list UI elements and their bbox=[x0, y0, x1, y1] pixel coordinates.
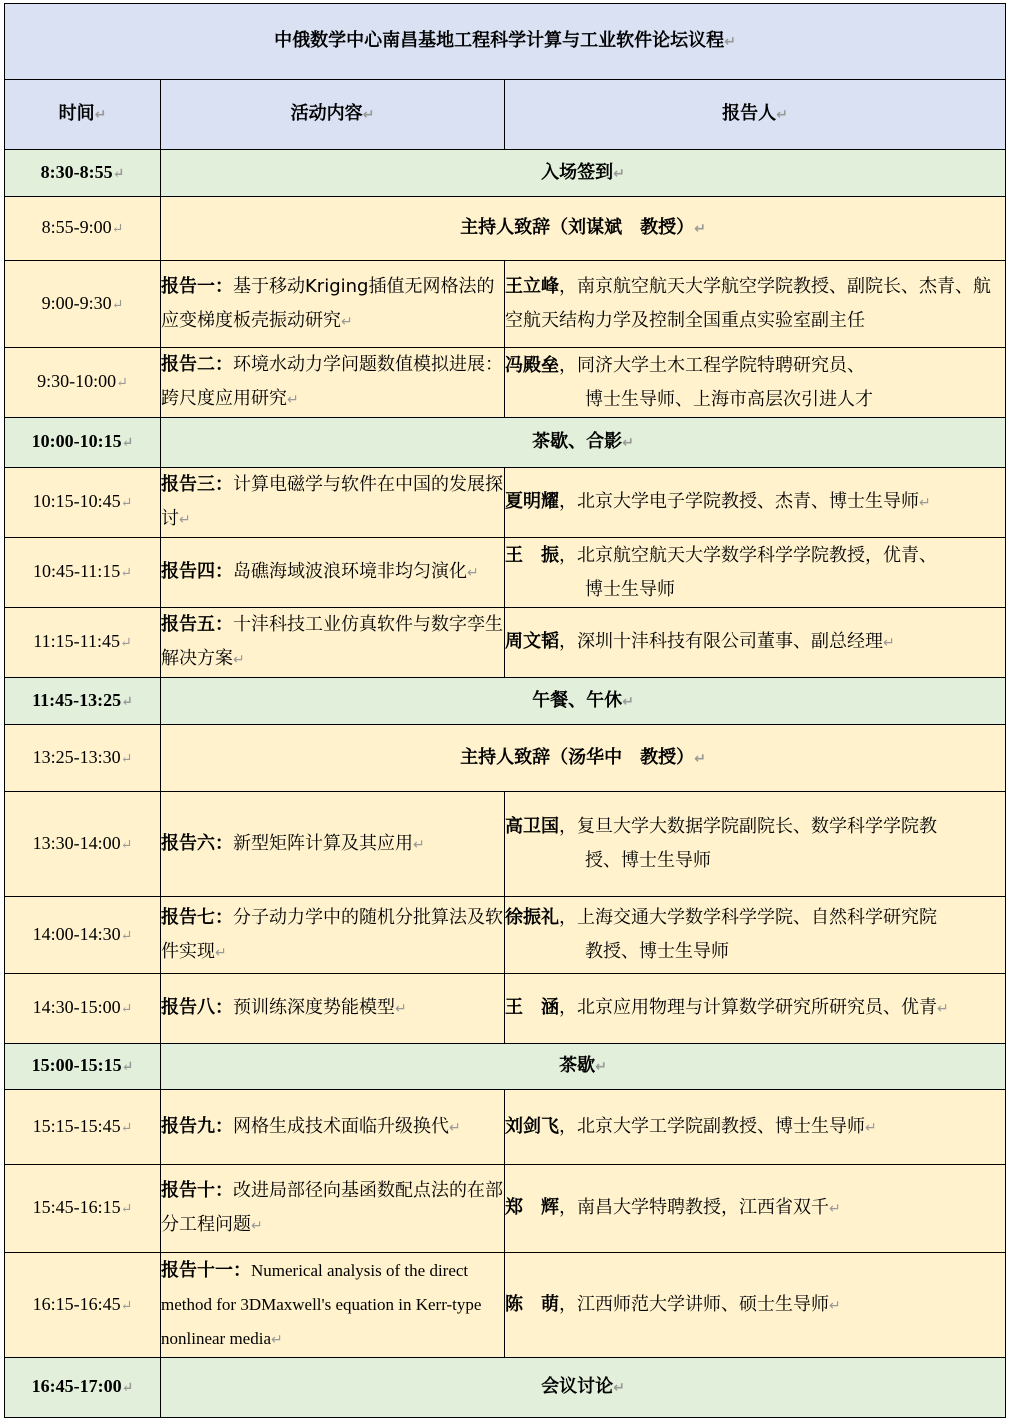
return-arrow-icon: ↵ bbox=[919, 495, 931, 511]
time-cell bbox=[5, 538, 161, 608]
speaker-affiliation-cont: 博士生导师、上海市高层次引进人才 bbox=[585, 388, 873, 410]
talk-number: 报告六： bbox=[161, 832, 233, 854]
agenda-row bbox=[5, 261, 1006, 348]
return-arrow-icon: ↵ bbox=[233, 652, 245, 668]
speaker-cell bbox=[505, 348, 1006, 418]
time-label: 15:00-15:15 bbox=[31, 1055, 122, 1075]
talk-topic: 新型矩阵计算及其应用 bbox=[233, 832, 413, 854]
topic-cell bbox=[161, 261, 505, 348]
topic-cell bbox=[161, 1165, 505, 1253]
agenda-row bbox=[5, 197, 1006, 261]
header-speaker bbox=[505, 80, 1006, 150]
time-label: 9:00-9:30 bbox=[41, 292, 112, 313]
topic-cell bbox=[161, 897, 505, 974]
topic-cell bbox=[161, 1090, 505, 1165]
time-label: 10:15-10:45 bbox=[32, 491, 121, 511]
time-cell bbox=[5, 792, 161, 897]
speaker-name: 王立峰 bbox=[505, 276, 559, 297]
time-label: 13:30-14:00 bbox=[32, 832, 121, 853]
return-arrow-icon: ↵ bbox=[776, 107, 788, 123]
break-cell bbox=[161, 1358, 1006, 1418]
agenda-row bbox=[5, 1358, 1006, 1418]
return-arrow-icon: ↵ bbox=[694, 750, 706, 767]
return-arrow-icon: ↵ bbox=[119, 636, 132, 651]
speaker-name: 高卫国 bbox=[505, 816, 559, 837]
return-arrow-icon: ↵ bbox=[94, 107, 107, 123]
host-cell bbox=[161, 197, 1006, 261]
time-label: 8:55-9:00 bbox=[41, 217, 112, 237]
return-arrow-icon: ↵ bbox=[215, 944, 227, 961]
return-arrow-icon: ↵ bbox=[694, 221, 706, 237]
header-time bbox=[5, 80, 161, 150]
return-arrow-icon: ↵ bbox=[395, 1001, 407, 1017]
time-cell bbox=[5, 1358, 161, 1418]
speaker-affiliation: ，南昌大学特聘教授，江西省双千 bbox=[559, 1197, 829, 1218]
time-cell bbox=[5, 1165, 161, 1253]
talk-topic: 计算电磁学与软件在中国的发展探讨 bbox=[161, 474, 503, 529]
speaker-affiliation-cont: 教授、博士生导师 bbox=[585, 941, 729, 962]
talk-number: 报告一： bbox=[161, 275, 233, 297]
time-cell bbox=[5, 197, 161, 261]
agenda-row bbox=[5, 678, 1006, 725]
talk-number: 报告三： bbox=[161, 474, 233, 495]
agenda-row bbox=[5, 1090, 1006, 1165]
agenda-row bbox=[5, 1253, 1006, 1358]
return-arrow-icon: ↵ bbox=[622, 693, 634, 710]
speaker-cell bbox=[505, 1253, 1006, 1358]
break-label: 午餐、午休 bbox=[532, 689, 623, 711]
return-arrow-icon: ↵ bbox=[121, 694, 133, 710]
time-cell bbox=[5, 150, 161, 197]
time-cell bbox=[5, 897, 161, 974]
talk-number: 报告二： bbox=[161, 354, 233, 375]
topic-cell bbox=[161, 1253, 505, 1358]
return-arrow-icon: ↵ bbox=[179, 512, 191, 528]
return-arrow-icon: ↵ bbox=[120, 566, 133, 581]
return-arrow-icon: ↵ bbox=[622, 435, 634, 451]
time-label: 15:45-16:15 bbox=[32, 1197, 121, 1217]
return-arrow-icon: ↵ bbox=[937, 1001, 949, 1017]
return-arrow-icon: ↵ bbox=[865, 1119, 877, 1136]
talk-number: 报告十： bbox=[161, 1180, 233, 1201]
time-cell bbox=[5, 725, 161, 792]
speaker-cell bbox=[505, 468, 1006, 538]
time-label: 9:30-10:00 bbox=[37, 371, 117, 391]
time-label: 14:00-14:30 bbox=[32, 923, 121, 944]
speaker-name: 王 振 bbox=[505, 544, 559, 566]
talk-topic: 预训练深度势能模型 bbox=[233, 997, 395, 1018]
agenda-row bbox=[5, 348, 1006, 418]
speaker-cell bbox=[505, 897, 1006, 974]
return-arrow-icon: ↵ bbox=[120, 928, 133, 944]
time-cell bbox=[5, 468, 161, 538]
time-cell bbox=[5, 348, 161, 418]
time-cell bbox=[5, 418, 161, 468]
agenda-row bbox=[5, 1044, 1006, 1090]
time-label: 14:30-15:00 bbox=[32, 997, 121, 1017]
speaker-affiliation: ，深圳十沣科技有限公司董事、副总经理 bbox=[559, 631, 883, 652]
return-arrow-icon: ↵ bbox=[111, 222, 124, 237]
speaker-cell bbox=[505, 1165, 1006, 1253]
talk-topic: 岛礁海域波浪环境非均匀演化 bbox=[233, 561, 467, 582]
return-arrow-icon: ↵ bbox=[120, 1120, 133, 1136]
time-label: 11:15-11:45 bbox=[33, 631, 120, 651]
talk-topic: 基于移动Kriging插值无网格法的应变梯度板壳振动研究 bbox=[161, 275, 495, 331]
speaker-affiliation: ，南京航空航天大学航空学院教授、副院长、杰 bbox=[559, 276, 937, 297]
time-cell bbox=[5, 1090, 161, 1165]
talk-number: 报告七： bbox=[161, 906, 233, 928]
talk-topic: Numerical analysis of the direct method for 3DMaxwell's equation in Kerr-type nonlinear media bbox=[161, 1260, 482, 1348]
time-label: 8:30-8:55 bbox=[40, 161, 113, 182]
header-row bbox=[5, 80, 1006, 150]
break-label: 入场签到 bbox=[541, 161, 614, 183]
return-arrow-icon: ↵ bbox=[251, 1218, 263, 1234]
header-content bbox=[161, 80, 505, 150]
topic-cell bbox=[161, 608, 505, 678]
header-time-label: 时间 bbox=[58, 103, 95, 124]
speaker-affiliation: ，上海交通大学数学科学学院、自然科学研究院 bbox=[559, 907, 937, 928]
time-label: 15:15-15:45 bbox=[32, 1115, 121, 1136]
return-arrow-icon: ↵ bbox=[120, 751, 133, 767]
host-label: 主持人致辞（刘谋斌 教授） bbox=[460, 217, 695, 238]
return-arrow-icon: ↵ bbox=[120, 1002, 133, 1017]
talk-number: 报告十一： bbox=[161, 1259, 251, 1281]
time-cell bbox=[5, 261, 161, 348]
return-arrow-icon: ↵ bbox=[724, 34, 736, 50]
speaker-cell bbox=[505, 261, 1006, 348]
break-cell bbox=[161, 418, 1006, 468]
return-arrow-icon: ↵ bbox=[271, 1331, 283, 1348]
time-cell bbox=[5, 678, 161, 725]
talk-number: 报告八： bbox=[161, 997, 233, 1018]
agenda-row bbox=[5, 608, 1006, 678]
return-arrow-icon: ↵ bbox=[413, 836, 425, 853]
agenda-row bbox=[5, 468, 1006, 538]
return-arrow-icon: ↵ bbox=[829, 1201, 841, 1217]
break-cell bbox=[161, 1044, 1006, 1090]
agenda-row bbox=[5, 538, 1006, 608]
speaker-name: 陈 萌 bbox=[505, 1293, 559, 1315]
return-arrow-icon: ↵ bbox=[287, 392, 299, 408]
speaker-cell bbox=[505, 974, 1006, 1044]
return-arrow-icon: ↵ bbox=[111, 297, 124, 313]
time-label: 13:25-13:30 bbox=[32, 746, 121, 767]
speaker-affiliation: ，复旦大学大数据学院副院长、数学科学学院教 bbox=[559, 816, 937, 837]
speaker-affiliation: ，北京大学电子学院教授、杰青、博士生导师 bbox=[559, 491, 919, 512]
return-arrow-icon: ↵ bbox=[883, 635, 895, 651]
time-cell bbox=[5, 608, 161, 678]
speaker-name: 郑 辉 bbox=[505, 1197, 559, 1218]
time-label: 16:15-16:45 bbox=[32, 1293, 121, 1314]
speaker-affiliation-cont: 授、博士生导师 bbox=[585, 850, 711, 871]
title-row bbox=[5, 4, 1006, 80]
topic-cell bbox=[161, 468, 505, 538]
return-arrow-icon: ↵ bbox=[467, 565, 479, 581]
return-arrow-icon: ↵ bbox=[120, 1298, 133, 1314]
header-speaker-label: 报告人 bbox=[722, 103, 777, 124]
return-arrow-icon: ↵ bbox=[121, 436, 134, 451]
time-cell bbox=[5, 1253, 161, 1358]
speaker-name: 王 涵 bbox=[505, 997, 559, 1018]
header-content-label: 活动内容 bbox=[290, 103, 363, 124]
return-arrow-icon: ↵ bbox=[613, 165, 625, 182]
speaker-affiliation-cont: 青、航空航天结构力学及控制全国重点实验室副主任 bbox=[505, 276, 991, 331]
talk-topic: 改进局部径向基函数配点法的在部分工程问题 bbox=[161, 1180, 503, 1235]
topic-cell bbox=[161, 792, 505, 897]
return-arrow-icon: ↵ bbox=[449, 1119, 461, 1136]
talk-number: 报告九： bbox=[161, 1115, 233, 1137]
agenda-row bbox=[5, 1165, 1006, 1253]
agenda-row bbox=[5, 974, 1006, 1044]
return-arrow-icon: ↵ bbox=[112, 166, 125, 182]
speaker-affiliation: ，北京航空航天大学数学科学学院教授，优青、 bbox=[559, 544, 937, 566]
speaker-affiliation-cont: 博士生导师 bbox=[585, 578, 675, 600]
return-arrow-icon: ↵ bbox=[362, 107, 375, 123]
topic-cell bbox=[161, 348, 505, 418]
speaker-affiliation: ，同济大学土木工程学院特聘研究员、 bbox=[559, 354, 865, 376]
agenda-row bbox=[5, 792, 1006, 897]
agenda-row bbox=[5, 897, 1006, 974]
agenda-row bbox=[5, 150, 1006, 197]
break-label: 茶歇 bbox=[559, 1055, 596, 1076]
time-label: 11:45-13:25 bbox=[32, 689, 122, 710]
talk-topic: 分子动力学中的随机分批算法及软件实现 bbox=[161, 906, 503, 962]
agenda-table bbox=[4, 3, 1006, 1418]
speaker-affiliation: ，北京应用物理与计算数学研究所研究员、优青 bbox=[559, 997, 937, 1018]
speaker-affiliation: ，江西师范大学讲师、硕士生导师 bbox=[559, 1293, 829, 1315]
speaker-name: 夏明耀 bbox=[505, 491, 559, 512]
speaker-name: 周文韬 bbox=[505, 631, 559, 652]
time-cell bbox=[5, 1044, 161, 1090]
return-arrow-icon: ↵ bbox=[121, 1381, 134, 1396]
speaker-name: 冯殿垒 bbox=[505, 354, 559, 376]
time-label: 10:45-11:15 bbox=[32, 561, 121, 581]
talk-number: 报告四： bbox=[161, 561, 233, 582]
return-arrow-icon: ↵ bbox=[829, 1297, 841, 1314]
agenda-row bbox=[5, 418, 1006, 468]
return-arrow-icon: ↵ bbox=[613, 1380, 625, 1396]
agenda-row bbox=[5, 725, 1006, 792]
speaker-cell bbox=[505, 538, 1006, 608]
return-arrow-icon: ↵ bbox=[116, 376, 128, 391]
break-cell bbox=[161, 678, 1006, 725]
time-label: 16:45-17:00 bbox=[31, 1376, 122, 1396]
time-cell bbox=[5, 974, 161, 1044]
return-arrow-icon: ↵ bbox=[121, 1060, 134, 1075]
return-arrow-icon: ↵ bbox=[341, 313, 353, 330]
topic-cell bbox=[161, 974, 505, 1044]
speaker-cell bbox=[505, 792, 1006, 897]
return-arrow-icon: ↵ bbox=[120, 1202, 133, 1217]
agenda-title-cell bbox=[5, 4, 1006, 80]
speaker-name: 徐振礼 bbox=[505, 907, 559, 928]
speaker-affiliation: ，北京大学工学院副教授、博士生导师 bbox=[559, 1115, 865, 1137]
break-label: 会议讨论 bbox=[541, 1376, 614, 1397]
host-cell bbox=[161, 725, 1006, 792]
return-arrow-icon: ↵ bbox=[120, 837, 133, 853]
return-arrow-icon: ↵ bbox=[595, 1059, 607, 1075]
talk-topic: 十沣科技工业仿真软件与数字孪生解决方案 bbox=[161, 614, 503, 669]
talk-topic: 网格生成技术面临升级换代 bbox=[233, 1115, 449, 1137]
speaker-cell bbox=[505, 608, 1006, 678]
topic-cell bbox=[161, 538, 505, 608]
break-cell bbox=[161, 150, 1006, 197]
talk-topic: 环境水动力学问题数值模拟进展：跨尺度应用研究 bbox=[161, 354, 503, 409]
time-label: 10:00-10:15 bbox=[31, 431, 122, 451]
host-label: 主持人致辞（汤华中 教授） bbox=[460, 746, 695, 768]
agenda-title: 中俄数学中心南昌基地工程科学计算与工业软件论坛议程 bbox=[274, 30, 725, 51]
return-arrow-icon: ↵ bbox=[120, 496, 133, 511]
speaker-cell bbox=[505, 1090, 1006, 1165]
speaker-name: 刘剑飞 bbox=[505, 1115, 559, 1137]
talk-number: 报告五： bbox=[161, 614, 233, 635]
break-label: 茶歇、合影 bbox=[532, 431, 623, 452]
